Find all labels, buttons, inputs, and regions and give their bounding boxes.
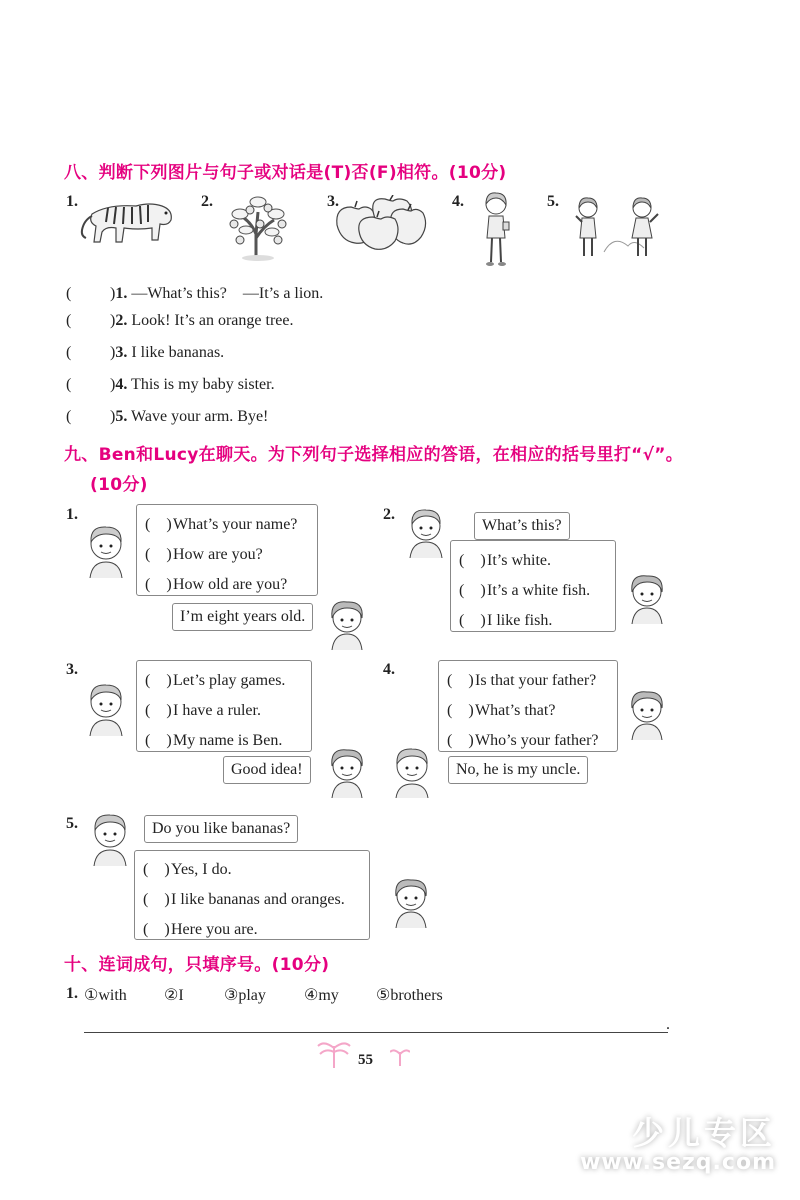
section-8-heading: 八、判断下列图片与句子或对话是(T)否(F)相符。(10分) [64, 163, 507, 183]
option-1c[interactable]: ( )How old are you? [145, 576, 288, 593]
word-2: ②I [164, 987, 184, 1004]
dialog-number-3: 3. [66, 661, 78, 678]
dialog-number-5: 5. [66, 815, 78, 832]
dialog-5-question-bubble: Do you like bananas? [144, 815, 298, 843]
answer-blank[interactable]: ( [66, 376, 72, 393]
word-3: ③play [224, 987, 266, 1004]
answer-blank[interactable]: ( [66, 285, 72, 302]
watermark-url: www.sezq.com [580, 1150, 776, 1175]
ben-avatar [404, 506, 450, 558]
picture-number-2: 2. [201, 193, 213, 210]
option-4c[interactable]: ( )Who’s your father? [447, 732, 599, 749]
option-5c[interactable]: ( )Here you are. [143, 921, 258, 938]
ben-avatar [390, 744, 436, 798]
dialog-3-options-box [136, 660, 312, 752]
section-9-heading: 九、Ben和Lucy在聊天。为下列句子选择相应的答语，在相应的括号里打“√”。 [64, 445, 684, 465]
option-3c[interactable]: ( )My name is Ben. [145, 732, 283, 749]
picture-number-4: 4. [452, 193, 464, 210]
picture-number-1: 1. [66, 193, 78, 210]
option-1b[interactable]: ( )How are you? [145, 546, 263, 563]
judge-item-1: ( )1. —What’s this? —It’s a lion. [66, 285, 324, 302]
dialog-5-options-box [134, 850, 370, 940]
answer-line[interactable] [84, 1032, 668, 1033]
dialog-4-options-box [438, 660, 618, 752]
girl-picture [480, 192, 512, 268]
lucy-avatar [324, 744, 370, 798]
picture-number-3: 3. [327, 193, 339, 210]
judge-item-5: ( )5. Wave your arm. Bye! [66, 408, 269, 425]
watermark-title: 少儿专区 [631, 1114, 776, 1152]
word-1: ①with [84, 987, 127, 1004]
page-number: 55 [358, 1052, 373, 1068]
leaf-left-icon [316, 1040, 352, 1073]
dialog-1-options-box [136, 504, 318, 596]
option-4a[interactable]: ( )Is that your father? [447, 672, 597, 689]
option-2b[interactable]: ( )It’s a white fish. [459, 582, 591, 599]
ben-avatar [88, 810, 134, 866]
judge-item-2: ( )2. Look! It’s an orange tree. [66, 312, 294, 329]
lucy-avatar [388, 874, 434, 928]
lucy-avatar [324, 596, 370, 650]
dialog-1-answer-bubble: I’m eight years old. [172, 603, 313, 631]
orange-tree-picture [222, 190, 294, 262]
option-4b[interactable]: ( )What’s that? [447, 702, 556, 719]
dialog-2-question-bubble: What’s this? [474, 512, 570, 540]
dialog-number-2: 2. [383, 506, 395, 523]
answer-blank[interactable]: ( [66, 312, 72, 329]
dialog-2-options-box [450, 540, 616, 632]
option-2a[interactable]: ( )It’s white. [459, 552, 551, 569]
dialog-number-4: 4. [383, 661, 395, 678]
option-5a[interactable]: ( )Yes, I do. [143, 861, 232, 878]
option-5b[interactable]: ( )I like bananas and oranges. [143, 891, 345, 908]
lucy-avatar [624, 686, 670, 740]
ben-avatar [84, 680, 130, 736]
option-1a[interactable]: ( )What’s your name? [145, 516, 298, 533]
word-4: ④my [304, 987, 339, 1004]
answer-blank[interactable]: ( [66, 408, 72, 425]
word-5: ⑤brothers [376, 987, 443, 1004]
dialog-4-answer-bubble: No, he is my uncle. [448, 756, 588, 784]
option-3b[interactable]: ( )I have a ruler. [145, 702, 261, 719]
dialog-3-answer-bubble: Good idea! [223, 756, 311, 784]
section-9-heading-score: (10分) [90, 475, 148, 495]
option-2c[interactable]: ( )I like fish. [459, 612, 553, 629]
dialog-number-1: 1. [66, 506, 78, 523]
ben-avatar [84, 522, 130, 578]
section-10-heading: 十、连词成句，只填序号。(10分) [64, 955, 330, 975]
answer-blank[interactable]: ( [66, 344, 72, 361]
reorder-number-1: 1. [66, 985, 78, 1002]
leaf-right-icon [390, 1046, 410, 1071]
judge-item-4: ( )4. This is my baby sister. [66, 376, 275, 393]
kids-waving-picture [574, 194, 664, 262]
lucy-avatar [624, 570, 670, 624]
apples-picture [333, 195, 427, 253]
tiger-picture [78, 196, 178, 248]
option-3a[interactable]: ( )Let’s play games. [145, 672, 286, 689]
picture-number-5: 5. [547, 193, 559, 210]
answer-end-mark: . [666, 1016, 670, 1033]
judge-item-3: ( )3. I like bananas. [66, 344, 225, 361]
